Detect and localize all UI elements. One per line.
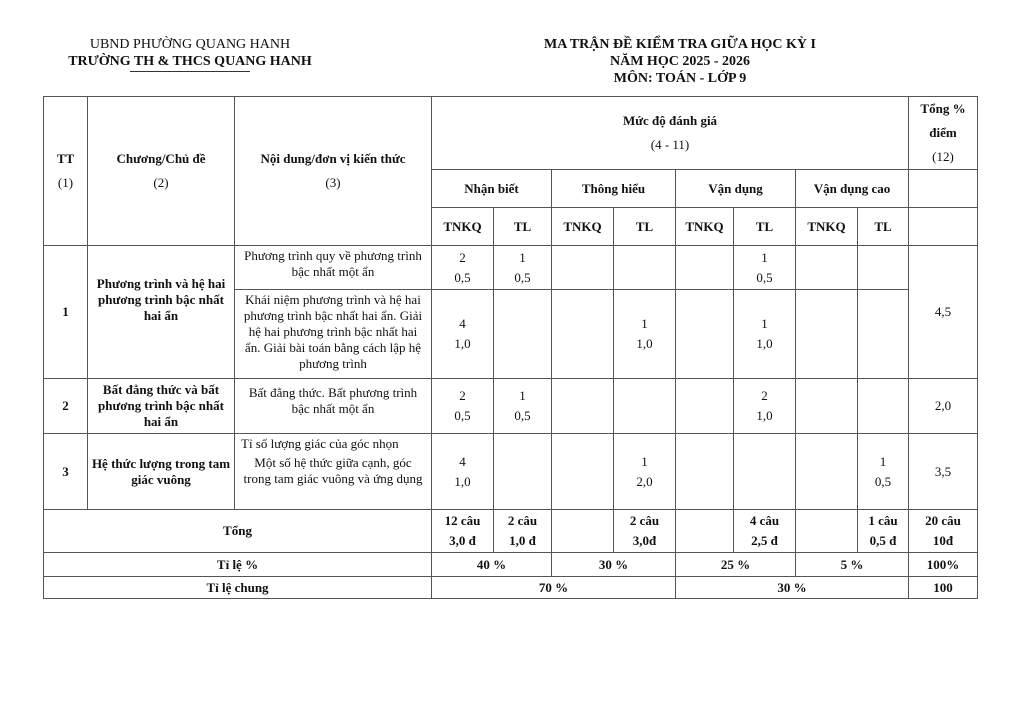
level-thong-hieu: Thông hiểu: [552, 170, 676, 208]
empty-cell: [909, 170, 978, 208]
empty-cell: [494, 434, 552, 510]
level-van-dung-cao: Vận dụng cao: [796, 170, 909, 208]
ratio-label: Tỉ lệ %: [44, 553, 432, 577]
sub-tl: TL: [614, 208, 676, 246]
row-content: Phương trình quy về phương trình bậc nhất một ẩn: [235, 246, 432, 290]
table-row: [44, 246, 978, 290]
cell-nb-tl: 1 0,5: [494, 379, 552, 434]
empty-cell: [676, 290, 734, 379]
sub-tnkq: TNKQ: [432, 208, 494, 246]
table-row: [44, 379, 978, 434]
cell-nb-tnkq: 4 1,0: [432, 290, 494, 379]
sum-th-tl: 2 câu 3,0đ: [614, 510, 676, 553]
row-chapter: Hệ thức lượng trong tam giác vuông: [88, 434, 235, 510]
ratio-total: 100%: [909, 553, 978, 577]
empty-cell: [676, 434, 734, 510]
row-chapter: Phương trình và hệ hai phương trình bậc nhất hai ẩn: [88, 246, 235, 379]
col-level-header: Mức độ đánh giá (4 - 11): [432, 97, 909, 170]
row-tt: 1: [44, 246, 88, 379]
level-nhan-biet: Nhận biết: [432, 170, 552, 208]
cell-th-tl: 1 2,0: [614, 434, 676, 510]
school-name: TRƯỜNG TH & THCS QUANG HANH: [68, 54, 312, 69]
empty-cell: [796, 246, 858, 290]
empty-cell: [858, 290, 909, 379]
cell-vdc-tl: 1 0,5: [858, 434, 909, 510]
empty-cell: [796, 510, 858, 553]
cell-vd-tl: 1 1,0: [734, 290, 796, 379]
table-row: [44, 434, 978, 510]
level-van-dung: Vận dụng: [676, 170, 796, 208]
empty-cell: [552, 434, 614, 510]
ratio-common-1: 70 %: [432, 577, 676, 599]
school-header: [40, 36, 340, 72]
sum-nb-tnkq: 12 câu 3,0 đ: [432, 510, 494, 553]
row-total: 3,5: [909, 434, 978, 510]
sum-vd-tl: 4 câu 2,5 đ: [734, 510, 796, 553]
ratio-vd: 25 %: [676, 553, 796, 577]
sum-label: Tổng: [44, 510, 432, 553]
title-line-3: MÔN: TOÁN - LỚP 9: [613, 71, 747, 86]
sub-tnkq: TNKQ: [676, 208, 734, 246]
col-chapter-header: Chương/Chủ đề (2): [88, 97, 235, 246]
empty-cell: [552, 290, 614, 379]
cell-nb-tnkq: 4 1,0: [432, 434, 494, 510]
col-tt-header: TT (1): [44, 97, 88, 246]
cell-th-tl: 1 1,0: [614, 290, 676, 379]
ratio-vdc: 5 %: [796, 553, 909, 577]
sub-tl: TL: [494, 208, 552, 246]
row-content: Khái niệm phương trình và hệ hai phương trình bậc nhất hai ẩn. Giải hệ hai phương trình bậc nhất hai ẩn. Giải bài toán bằng cách lập hệ phương trình: [235, 290, 432, 379]
sub-tnkq: TNKQ: [552, 208, 614, 246]
row-content: Bất đẳng thức. Bất phương trình bậc nhất một ẩn: [235, 379, 432, 434]
sum-row: [44, 510, 978, 553]
table-header-row: [44, 97, 978, 170]
empty-cell: [796, 379, 858, 434]
empty-cell: [796, 290, 858, 379]
sub-tl: TL: [734, 208, 796, 246]
empty-cell: [858, 379, 909, 434]
sum-total: 20 câu 10đ: [909, 510, 978, 553]
empty-cell: [909, 208, 978, 246]
row-tt: 3: [44, 434, 88, 510]
row-tt: 2: [44, 379, 88, 434]
row-content: Tỉ số lượng giác của góc nhọn Một số hệ thức giữa cạnh, góc trong tam giác vuông và ứng dụng: [235, 434, 432, 510]
empty-cell: [858, 246, 909, 290]
row-chapter: Bất đẳng thức và bất phương trình bậc nhất hai ẩn: [88, 379, 235, 434]
empty-cell: [552, 379, 614, 434]
row-total: 2,0: [909, 379, 978, 434]
empty-cell: [676, 510, 734, 553]
ward-name: UBND PHƯỜNG QUANG HANH: [89, 37, 291, 52]
col-total-header: Tổng % điểm (12): [909, 97, 978, 170]
empty-cell: [676, 246, 734, 290]
cell-vd-tl: 2 1,0: [734, 379, 796, 434]
ratio-nb: 40 %: [432, 553, 552, 577]
ratio-common-2: 30 %: [676, 577, 909, 599]
empty-cell: [796, 434, 858, 510]
ratio-common-label: Tỉ lệ chung: [44, 577, 432, 599]
cell-nb-tl: 1 0,5: [494, 246, 552, 290]
sub-tnkq: TNKQ: [796, 208, 858, 246]
document-title: [470, 36, 890, 87]
header-underline: [130, 71, 250, 72]
ratio-common-total: 100: [909, 577, 978, 599]
empty-cell: [614, 379, 676, 434]
cell-nb-tnkq: 2 0,5: [432, 246, 494, 290]
matrix-table: [43, 96, 978, 599]
ratio-row: [44, 553, 978, 577]
cell-vd-tl: 1 0,5: [734, 246, 796, 290]
empty-cell: [552, 510, 614, 553]
sub-tl: TL: [858, 208, 909, 246]
sum-vdc-tl: 1 câu 0,5 đ: [858, 510, 909, 553]
empty-cell: [494, 290, 552, 379]
sum-nb-tl: 2 câu 1,0 đ: [494, 510, 552, 553]
empty-cell: [552, 246, 614, 290]
ratio-th: 30 %: [552, 553, 676, 577]
empty-cell: [676, 379, 734, 434]
title-line-1: MA TRẬN ĐỀ KIỂM TRA GIỮA HỌC KỲ I: [544, 37, 816, 52]
col-content-header: Nội dung/đơn vị kiến thức (3): [235, 97, 432, 246]
row-total: 4,5: [909, 246, 978, 379]
title-line-2: NĂM HỌC 2025 - 2026: [610, 54, 750, 69]
cell-nb-tnkq: 2 0,5: [432, 379, 494, 434]
empty-cell: [614, 246, 676, 290]
empty-cell: [734, 434, 796, 510]
ratio-common-row: [44, 577, 978, 599]
